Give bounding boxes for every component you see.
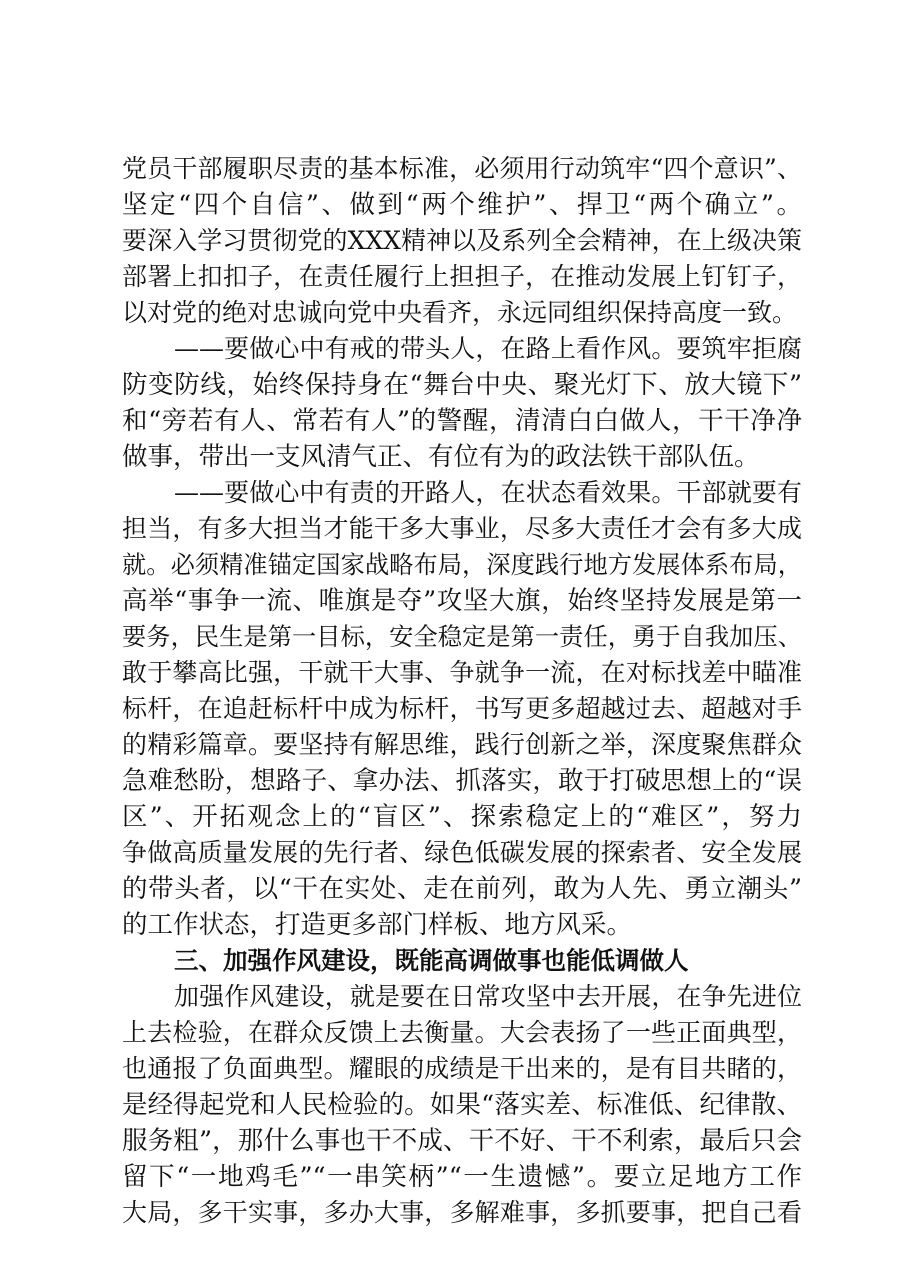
paragraph-line: 服务粗”，那什么事也干不成、干不好、干不利索，最后只会 (122, 1126, 802, 1156)
paragraph-line: 急难愁盼，想路子、拿办法、抓落实，敢于打破思想上的“误 (122, 766, 802, 796)
paragraph-line: 敢于攀高比强，干就干大事、争就争一流，在对标找差中瞄准 (122, 658, 802, 687)
paragraph-line: 标杆，在追赶标杆中成为标杆，书写更多超越过去、超越对手 (122, 694, 802, 723)
paragraph-line: 争做高质量发展的先行者、绿色低碳发展的探索者、安全发展 (122, 838, 802, 867)
paragraph-line: 防变防线，始终保持身在“舞台中央、聚光灯下、放大镜下” (122, 370, 802, 400)
paragraph-line: 大局，多干实事，多办大事，多解难事，多抓要事，把自己看 (122, 1198, 802, 1227)
paragraph-line: 的精彩篇章。要坚持有解思维，践行创新之举，深度聚焦群众 (122, 730, 802, 759)
paragraph-line: 担当，有多大担当才能干多大事业，尽多大责任才会有多大成 (122, 514, 802, 543)
paragraph-line: 上去检验，在群众反馈上去衡量。大会表扬了一些正面典型， (122, 1018, 802, 1047)
paragraph-line: 做事，带出一支风清气正、有位有为的政法铁干部队伍。 (122, 442, 760, 472)
paragraph-line: 党员干部履职尽责的基本标准，必须用行动筑牢“四个意识”、 (122, 154, 802, 183)
paragraph-line: 就。必须精准锚定国家战略布局，深度践行地方发展体系布局， (122, 550, 802, 579)
paragraph-line: ——要做心中有责的开路人，在状态看效果。干部就要有 (174, 478, 802, 507)
paragraph-line: 部署上扣扣子，在责任履行上担担子，在推动发展上钉钉子， (122, 262, 802, 291)
paragraph-line: 要深入学习贯彻党的XXX精神以及系列全会精神，在上级决策 (122, 226, 802, 255)
paragraph-line: 以对党的绝对忠诚向党中央看齐，永远同组织保持高度一致。 (122, 298, 798, 327)
paragraph-line: 也通报了负面典型。耀眼的成绩是干出来的，是有目共睹的， (122, 1054, 802, 1083)
paragraph-line: 是经得起党和人民检验的。如果“落实差、标准低、纪律散、 (122, 1090, 802, 1120)
paragraph-line: 坚定“四个自信”、做到“两个维护”、捍卫“两个确立”。 (122, 190, 802, 220)
section-heading: 三、加强作风建设，既能高调做事也能低调做人 (174, 946, 689, 975)
paragraph-line: 和“旁若有人、常若有人”的警醒，清清白白做人，干干净净 (122, 406, 802, 436)
paragraph-line: 加强作风建设，就是要在日常攻坚中去开展，在争先进位 (174, 982, 802, 1011)
paragraph-line: 区”、开拓观念上的“盲区”、探索稳定上的“难区”，努力 (122, 802, 802, 832)
paragraph-line: 的带头者，以“干在实处、走在前列，敢为人先、勇立潮头” (122, 874, 802, 904)
paragraph-line: 的工作状态，打造更多部门样板、地方风采。 (122, 910, 633, 940)
paragraph-line: 高举“事争一流、唯旗是夺”攻坚大旗，始终坚持发展是第一 (122, 586, 802, 616)
paragraph-line: 留下“一地鸡毛”“一串笑柄”“一生遗憾”。要立足地方工作 (122, 1162, 802, 1192)
paragraph-line: ——要做心中有戒的带头人，在路上看作风。要筑牢拒腐 (174, 334, 802, 363)
paragraph-line: 要务，民生是第一目标，安全稳定是第一责任，勇于自我加压、 (122, 622, 802, 651)
